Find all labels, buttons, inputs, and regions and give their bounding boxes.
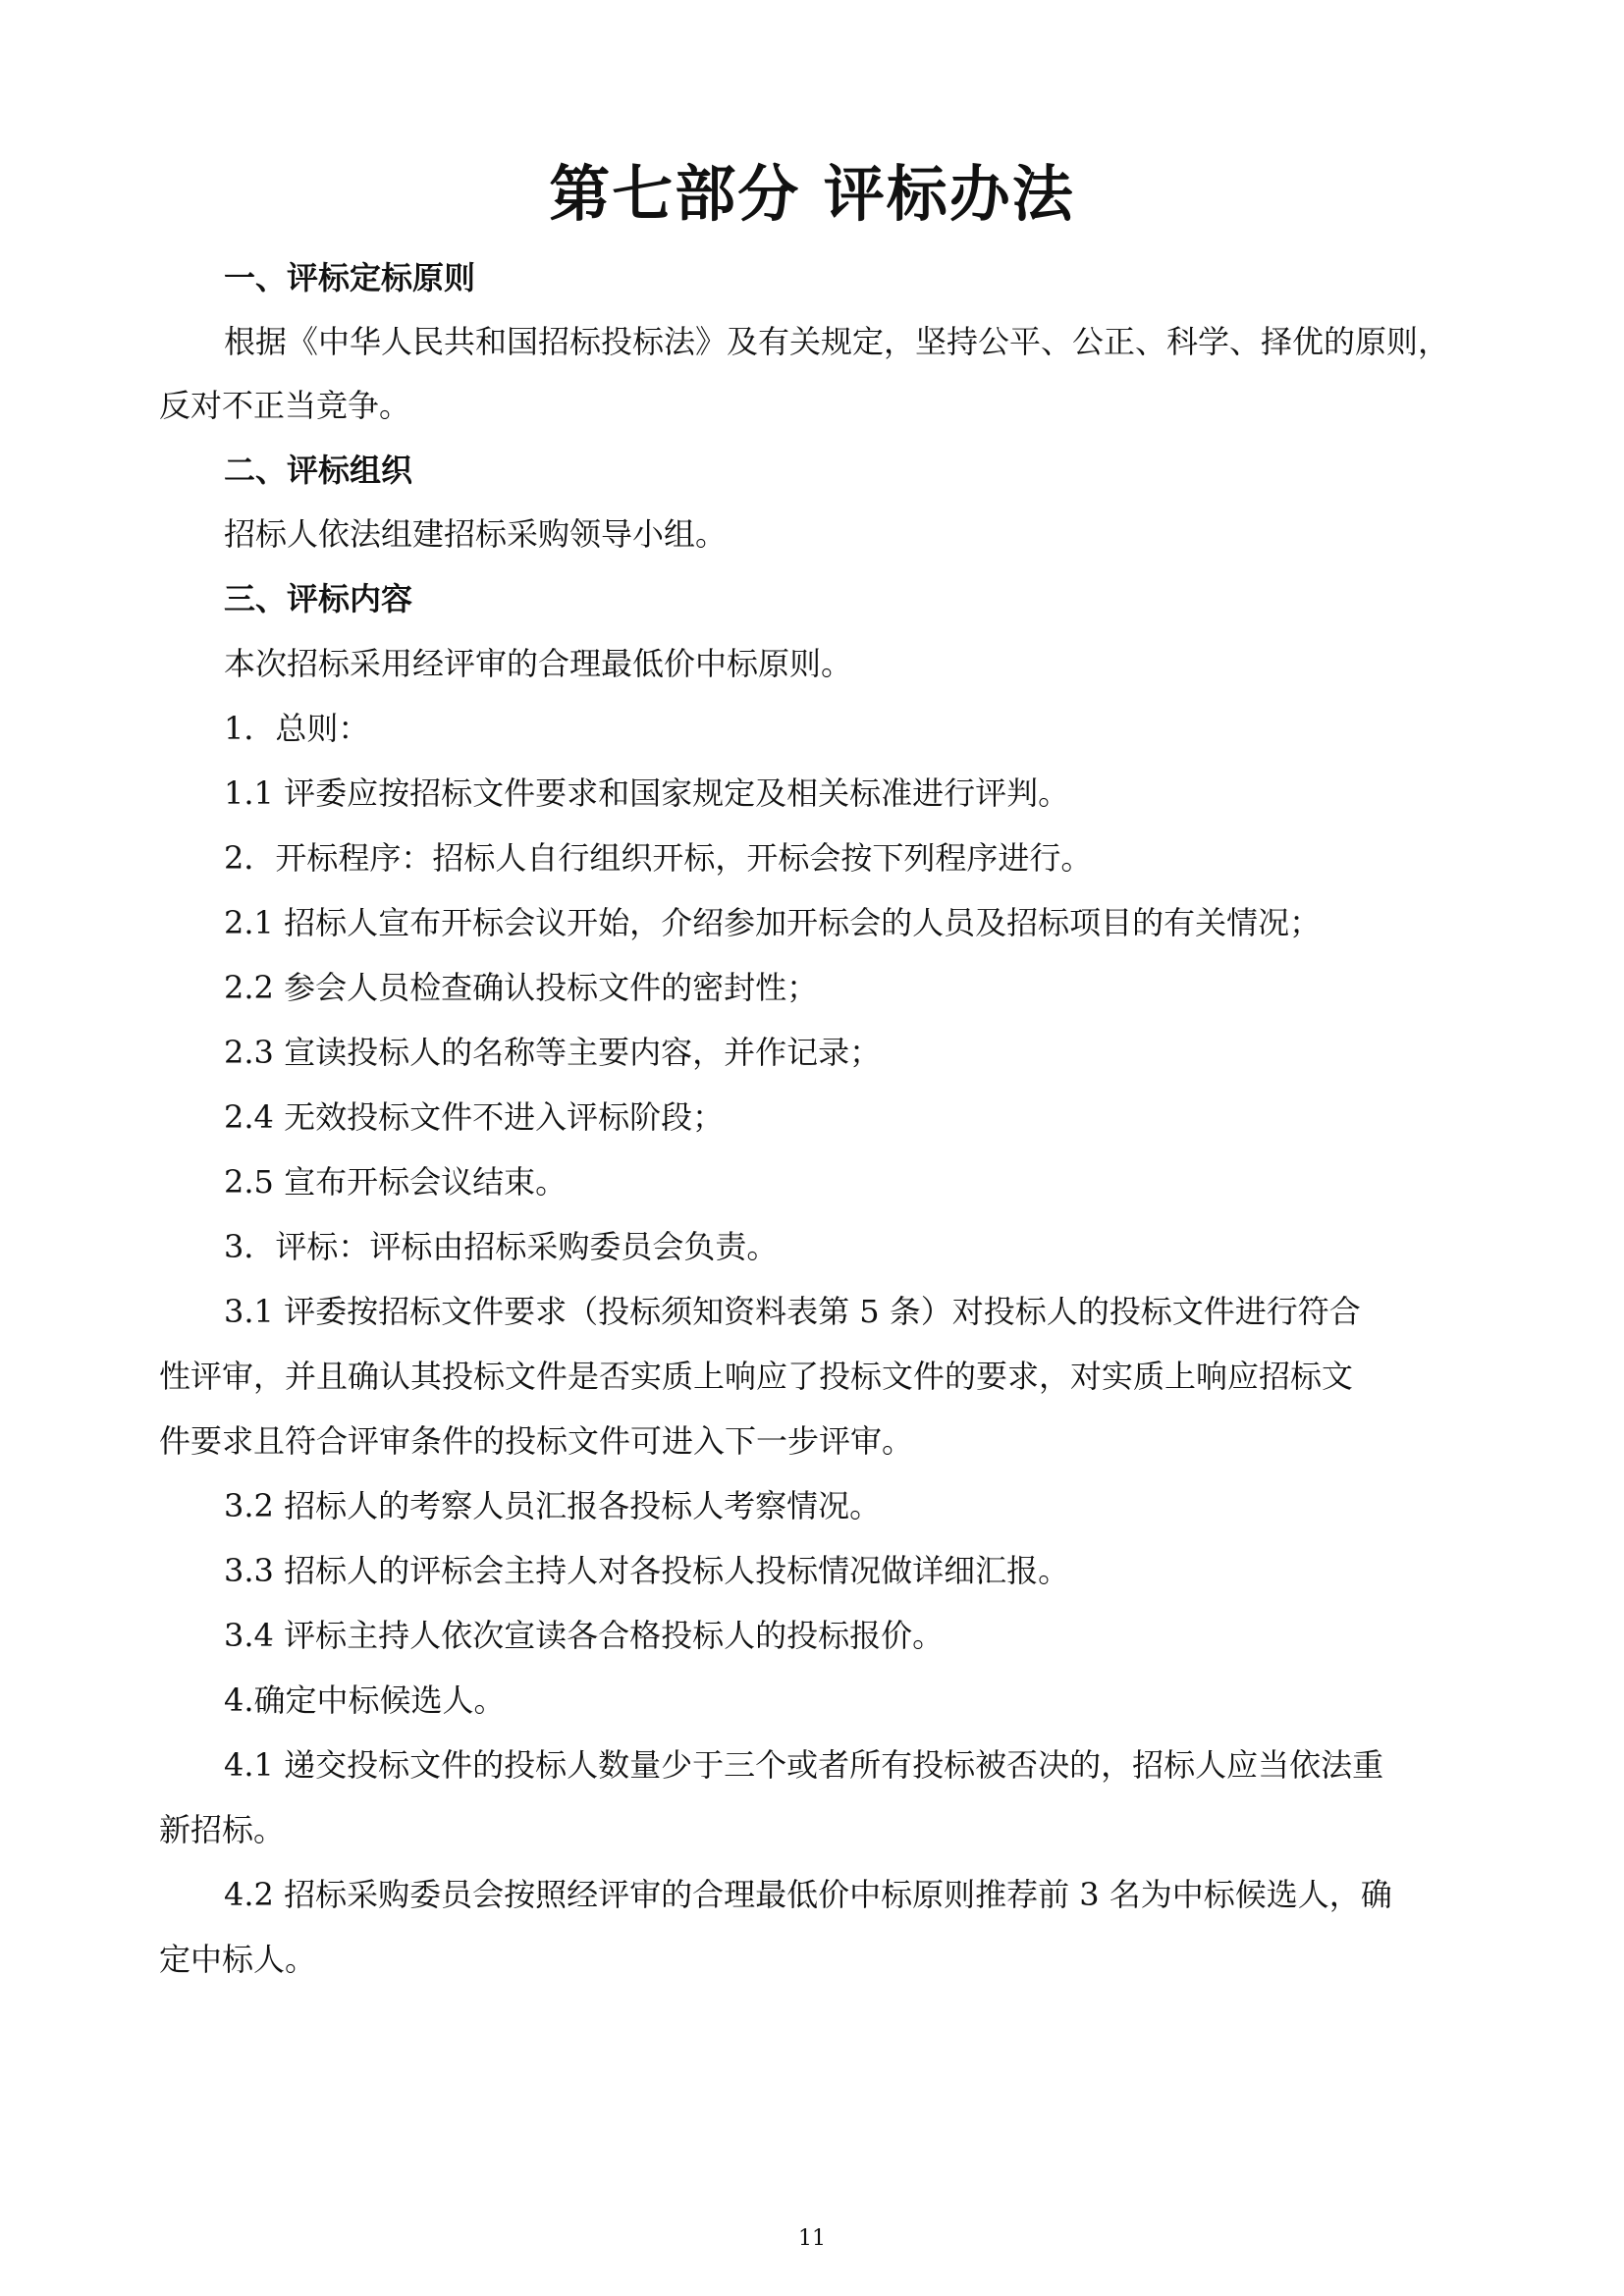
- paragraph-line: 定中标人。: [159, 1941, 317, 1978]
- paragraph-line: 招标人依法组建招标采购领导小组。: [224, 515, 728, 553]
- list-item: 2.1 招标人宣布开标会议开始，介绍参加开标会的人员及招标项目的有关情况；: [224, 904, 1322, 941]
- page-number: 11: [798, 2226, 826, 2251]
- list-item: 1.1 评委应按招标文件要求和国家规定及相关标准进行评判。: [224, 774, 1070, 812]
- paragraph-line: 性评审，并且确认其投标文件是否实质上响应了投标文件的要求，对实质上响应招标文: [159, 1358, 1354, 1395]
- paragraph-line: 4.2 招标采购委员会按照经评审的合理最低价中标原则推荐前 3 名为中标候选人，确: [224, 1876, 1392, 1913]
- paragraph-line: 4.1 递交投标文件的投标人数量少于三个或者所有投标被否决的，招标人应当依法重: [224, 1746, 1384, 1784]
- list-item: 1．总则：: [224, 710, 370, 747]
- list-item: 2.2 参会人员检查确认投标文件的密封性；: [224, 969, 819, 1006]
- list-item: 2．开标程序：招标人自行组织开标，开标会按下列程序进行。: [224, 839, 1093, 877]
- section-heading-3: 三、评标内容: [224, 580, 413, 617]
- section-heading-2: 二、评标组织: [224, 452, 413, 489]
- list-item: 3．评标：评标由招标采购委员会负责。: [224, 1228, 779, 1265]
- list-item: 2.3 宣读投标人的名称等主要内容，并作记录；: [224, 1034, 882, 1071]
- list-item: 3.3 招标人的评标会主持人对各投标人投标情况做详细汇报。: [224, 1552, 1070, 1589]
- list-item: 4.确定中标候选人。: [224, 1682, 506, 1719]
- list-item: 2.5 宣布开标会议结束。: [224, 1163, 568, 1201]
- list-item: 3.2 招标人的考察人员汇报各投标人考察情况。: [224, 1487, 882, 1524]
- paragraph-line: 件要求且符合评审条件的投标文件可进入下一步评审。: [159, 1422, 914, 1460]
- paragraph-line: 3.1 评委按招标文件要求（投标须知资料表第 5 条）对投标人的投标文件进行符合: [224, 1293, 1361, 1330]
- paragraph-line: 本次招标采用经评审的合理最低价中标原则。: [224, 645, 853, 682]
- paragraph-line: 根据《中华人民共和国招标投标法》及有关规定，坚持公平、公正、科学、择优的原则，: [224, 323, 1450, 360]
- list-item: 3.4 评标主持人依次宣读各合格投标人的投标报价。: [224, 1617, 945, 1654]
- list-item: 2.4 无效投标文件不进入评标阶段；: [224, 1098, 725, 1136]
- section-heading-1: 一、评标定标原则: [224, 259, 476, 296]
- paragraph-line: 新招标。: [159, 1811, 286, 1848]
- page-title: 第七部分 评标办法: [549, 158, 1075, 230]
- paragraph-line: 反对不正当竞争。: [159, 387, 411, 424]
